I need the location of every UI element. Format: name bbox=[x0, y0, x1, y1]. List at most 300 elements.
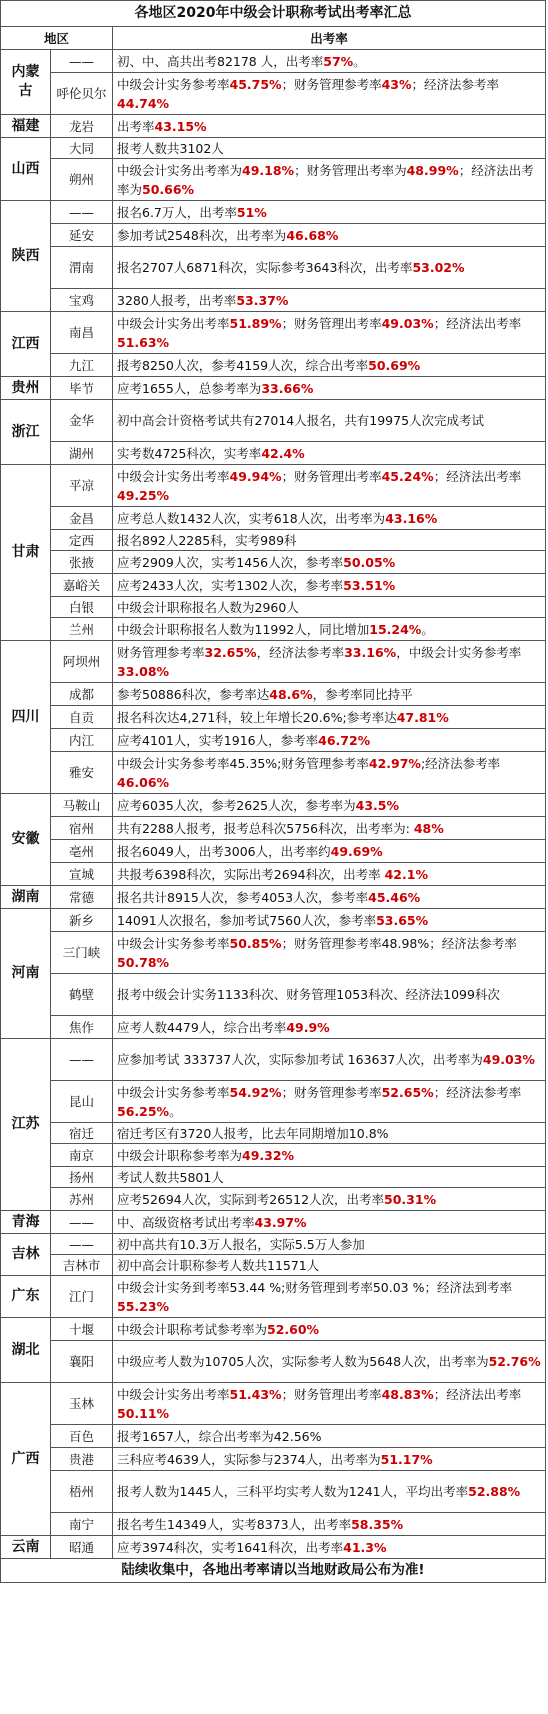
rate-info-cell bbox=[113, 507, 546, 530]
table-row bbox=[1, 932, 546, 974]
city-cell: 宣城 bbox=[51, 863, 113, 886]
rate-text: 参考50886科次，参考率达 bbox=[117, 686, 270, 702]
rate-text: 应考1655人，总参考率为 bbox=[117, 380, 262, 396]
table-row bbox=[1, 50, 546, 73]
province-cell: 陕西 bbox=[1, 201, 51, 312]
rate-text: 初、中、高共出考82178 人，出考率 bbox=[117, 53, 324, 69]
province-cell: 云南 bbox=[1, 1536, 51, 1559]
rate-text: 应考4101人，实考1916人，参考率 bbox=[117, 732, 319, 748]
table-row bbox=[1, 1188, 546, 1211]
city-cell: 延安 bbox=[51, 224, 113, 247]
table-row bbox=[1, 1341, 546, 1383]
table-row bbox=[1, 574, 546, 597]
rate-info-cell bbox=[113, 794, 546, 817]
rate-value-highlight: 49.03% bbox=[381, 315, 434, 331]
rate-value-highlight: 50.69% bbox=[368, 357, 421, 373]
city-cell: 金昌 bbox=[51, 507, 113, 530]
rate-info-cell bbox=[113, 817, 546, 840]
rate-text: ；经济法参考率 bbox=[433, 1084, 522, 1100]
rate-value-highlight: 48.99% bbox=[406, 162, 459, 178]
rate-text: ；财务管理出考率 bbox=[281, 468, 382, 484]
rate-info-cell bbox=[113, 752, 546, 794]
rate-text: ；经济法出考率 bbox=[433, 1386, 522, 1402]
city-cell: 新乡 bbox=[51, 909, 113, 932]
rate-value-highlight: 43% bbox=[381, 76, 412, 92]
rate-value-highlight: 58.35% bbox=[351, 1516, 404, 1532]
table-row bbox=[1, 1144, 546, 1167]
table-row bbox=[1, 1448, 546, 1471]
rate-info-cell bbox=[113, 932, 546, 974]
rate-info-cell bbox=[113, 618, 546, 641]
rate-text: 报名科次达4,271科，较上年增长20.6%;参考率达 bbox=[117, 709, 397, 725]
rate-info-cell bbox=[113, 641, 546, 683]
rate-value-highlight: 49.32% bbox=[242, 1147, 295, 1163]
rate-column-header: 出考率 bbox=[113, 27, 546, 50]
rate-text: 中级会计实务参考率 bbox=[117, 76, 230, 92]
rate-text: 实考数4725科次，实考率 bbox=[117, 445, 262, 461]
rate-info-cell bbox=[113, 1255, 546, 1276]
rate-info-cell bbox=[113, 138, 546, 159]
rate-info-cell bbox=[113, 73, 546, 115]
rate-text: 中级会计实务出考率 bbox=[117, 315, 230, 331]
table-row bbox=[1, 618, 546, 641]
rate-text: 中级会计实务出考率 bbox=[117, 468, 230, 484]
city-cell: 扬州 bbox=[51, 1167, 113, 1188]
rate-info-cell bbox=[113, 574, 546, 597]
rate-text: 应参加考试 333737人次，实际参加考试 163637人次，出考率为 bbox=[117, 1052, 483, 1067]
city-cell: 苏州 bbox=[51, 1188, 113, 1211]
table-row bbox=[1, 1318, 546, 1341]
rate-value-highlight: 57% bbox=[323, 53, 354, 69]
rate-text: 应考2433人次，实考1302人次，参考率 bbox=[117, 577, 344, 593]
province-cell: 吉林 bbox=[1, 1234, 51, 1276]
table-row bbox=[1, 1211, 546, 1234]
table-row bbox=[1, 115, 546, 138]
rate-value-highlight: 50.05% bbox=[343, 554, 396, 570]
rate-text: 参加考试2548科次，出考率为 bbox=[117, 227, 287, 243]
city-cell: 朔州 bbox=[51, 159, 113, 201]
rate-info-cell bbox=[113, 886, 546, 909]
rate-text: 中级会计实务到考率53.44 %;财务管理到考率50.03 %；经济法到考率 bbox=[117, 1279, 512, 1295]
rate-value-highlight: 50.85% bbox=[229, 935, 282, 951]
city-cell: 阿坝州 bbox=[51, 641, 113, 683]
rate-info-cell bbox=[113, 1276, 546, 1318]
header-row bbox=[1, 27, 546, 50]
city-cell: 梧州 bbox=[51, 1471, 113, 1513]
footer-note: 陆续收集中，各地出考率请以当地财政局公布为准! bbox=[1, 1559, 546, 1583]
rate-info-cell bbox=[113, 909, 546, 932]
city-cell: 南京 bbox=[51, 1144, 113, 1167]
city-cell: 亳州 bbox=[51, 840, 113, 863]
rate-text: 应考总人数1432人次，实考618人次，出考率为 bbox=[117, 510, 386, 526]
table-row bbox=[1, 974, 546, 1016]
rate-text: 中、高级资格考试出考率 bbox=[117, 1214, 255, 1230]
city-cell: 宿州 bbox=[51, 817, 113, 840]
city-cell: 焦作 bbox=[51, 1016, 113, 1039]
province-cell: 湖北 bbox=[1, 1318, 51, 1383]
rate-text: 中级应考人数为10705人次，实际参考人数为5648人次，出考率为 bbox=[117, 1354, 489, 1369]
table-row bbox=[1, 1383, 546, 1425]
city-cell: 湖州 bbox=[51, 442, 113, 465]
rate-value-highlight: 48.6% bbox=[269, 686, 313, 702]
city-cell: 雅安 bbox=[51, 752, 113, 794]
rate-text: 宿迁考区有3720人报考，比去年同期增加10.8% bbox=[117, 1125, 389, 1141]
rate-info-cell bbox=[113, 683, 546, 706]
rate-value-highlight: 49.94% bbox=[229, 468, 282, 484]
rate-info-cell bbox=[113, 115, 546, 138]
city-cell: 龙岩 bbox=[51, 115, 113, 138]
table-row bbox=[1, 159, 546, 201]
rate-value-highlight: 49.9% bbox=[286, 1019, 330, 1035]
city-cell: 贵港 bbox=[51, 1448, 113, 1471]
rate-info-cell bbox=[113, 1341, 546, 1383]
rate-info-cell bbox=[113, 863, 546, 886]
table-title: 各地区2020年中级会计职称考试出考率汇总 bbox=[1, 1, 546, 27]
rate-info-cell bbox=[113, 1144, 546, 1167]
table-row bbox=[1, 886, 546, 909]
rate-text: 初中高共有10.3万人报名，实际5.5万人参加 bbox=[117, 1236, 365, 1252]
rate-value-highlight: 32.65% bbox=[204, 644, 257, 660]
rate-text: 报名892人2285科，实考989科 bbox=[117, 532, 297, 548]
rate-value-highlight: 33.08% bbox=[117, 663, 170, 679]
rate-value-highlight: 52.65% bbox=[381, 1084, 434, 1100]
rate-value-highlight: 55.23% bbox=[117, 1298, 170, 1314]
rate-text: ；经济法出考率 bbox=[433, 315, 522, 331]
table-row bbox=[1, 442, 546, 465]
rate-info-cell bbox=[113, 1448, 546, 1471]
province-cell: 内蒙古 bbox=[1, 50, 51, 115]
rate-value-highlight: 49.25% bbox=[117, 487, 170, 503]
table-row bbox=[1, 1167, 546, 1188]
rate-value-highlight: 15.24% bbox=[369, 621, 422, 637]
province-cell: 贵州 bbox=[1, 377, 51, 400]
rate-text: 报考人数为1445人，三科平均实考人数为1241人，平均出考率 bbox=[117, 1484, 469, 1499]
rate-value-highlight: 52.88% bbox=[468, 1484, 521, 1499]
rate-info-cell bbox=[113, 201, 546, 224]
rate-text: 出考率 bbox=[117, 118, 155, 134]
table-row bbox=[1, 1471, 546, 1513]
city-cell: 白银 bbox=[51, 597, 113, 618]
rate-value-highlight: 43.15% bbox=[154, 118, 207, 134]
rate-info-cell bbox=[113, 159, 546, 201]
rate-text: 报名6.7万人，出考率 bbox=[117, 204, 237, 220]
rate-text: 中级会计职称参考率为 bbox=[117, 1147, 243, 1163]
rate-text: 报名2707人6871科次，实际参考3643科次，出考率 bbox=[117, 260, 413, 275]
table-row bbox=[1, 706, 546, 729]
rate-info-cell bbox=[113, 1081, 546, 1123]
rate-info-cell bbox=[113, 974, 546, 1016]
rate-value-highlight: 50.11% bbox=[117, 1405, 170, 1421]
rate-text: ；财务管理参考率 bbox=[281, 76, 382, 92]
rate-text: 应考52694人次，实际到考26512人次，出考率 bbox=[117, 1191, 385, 1207]
table-row bbox=[1, 794, 546, 817]
rate-text: ；经济法出考率 bbox=[433, 468, 522, 484]
city-cell: —— bbox=[51, 50, 113, 73]
city-cell: 十堰 bbox=[51, 1318, 113, 1341]
rate-info-cell bbox=[113, 465, 546, 507]
rate-info-cell bbox=[113, 442, 546, 465]
table-row bbox=[1, 1276, 546, 1318]
table-row bbox=[1, 551, 546, 574]
rate-value-highlight: 45.75% bbox=[229, 76, 282, 92]
rate-info-cell bbox=[113, 597, 546, 618]
city-cell: 三门峡 bbox=[51, 932, 113, 974]
table-row bbox=[1, 597, 546, 618]
table-row bbox=[1, 840, 546, 863]
rate-value-highlight: 33.66% bbox=[261, 380, 314, 396]
rate-info-cell bbox=[113, 1513, 546, 1536]
table-row bbox=[1, 1513, 546, 1536]
rate-value-highlight: 46.06% bbox=[117, 774, 170, 790]
rate-text: 中级会计实务参考率 bbox=[117, 1084, 230, 1100]
table-row bbox=[1, 354, 546, 377]
rate-info-cell bbox=[113, 247, 546, 289]
rate-text: 初中高会计资格考试共有27014人报名，共有19975人次完成考试 bbox=[117, 413, 485, 428]
city-cell: 渭南 bbox=[51, 247, 113, 289]
table-row bbox=[1, 1234, 546, 1255]
rate-info-cell bbox=[113, 1383, 546, 1425]
rate-text: ；财务管理出考率为 bbox=[294, 162, 407, 178]
table-row bbox=[1, 224, 546, 247]
rate-value-highlight: 51.63% bbox=[117, 334, 170, 350]
rate-info-cell bbox=[113, 1039, 546, 1081]
table-row bbox=[1, 507, 546, 530]
rate-text: ，经济法参考率 bbox=[256, 644, 345, 660]
rate-info-cell bbox=[113, 289, 546, 312]
rate-value-highlight: 46.68% bbox=[286, 227, 339, 243]
rate-text: 共有2288人报考，报考总科次5756科次，出考率为: bbox=[117, 820, 414, 836]
rate-text: ，中级会计实务参考率 bbox=[396, 644, 522, 660]
rate-text: ；财务管理参考率48.98%；经济法参考率 bbox=[281, 935, 517, 951]
rate-text: ；经济法出考率为 bbox=[117, 162, 534, 197]
province-cell: 甘肃 bbox=[1, 465, 51, 641]
rate-value-highlight: 42.4% bbox=[261, 445, 305, 461]
city-cell: 毕节 bbox=[51, 377, 113, 400]
table-row bbox=[1, 1039, 546, 1081]
rate-text: 初中高会计职称参考人数共11571人 bbox=[117, 1257, 320, 1273]
table-row bbox=[1, 377, 546, 400]
table-row bbox=[1, 201, 546, 224]
table-row bbox=[1, 1536, 546, 1559]
rate-text: 中级会计实务参考率 bbox=[117, 935, 230, 951]
rate-text: 应考3974科次，实考1641科次，出考率 bbox=[117, 1539, 344, 1555]
rate-text: 报考中级会计实务1133科次、财务管理1053科次、经济法1099科次 bbox=[117, 987, 500, 1002]
city-cell: 嘉峪关 bbox=[51, 574, 113, 597]
rate-value-highlight: 51.43% bbox=[229, 1386, 282, 1402]
rate-text: ；财务管理出考率 bbox=[281, 1386, 382, 1402]
province-cell: 青海 bbox=[1, 1211, 51, 1234]
city-cell: 九江 bbox=[51, 354, 113, 377]
rate-value-highlight: 54.92% bbox=[229, 1084, 282, 1100]
rate-text: 中级会计职称报名人数为11992人，同比增加 bbox=[117, 621, 370, 637]
table-row bbox=[1, 863, 546, 886]
rate-value-highlight: 33.16% bbox=[344, 644, 397, 660]
province-cell: 江苏 bbox=[1, 1039, 51, 1211]
rate-text: ；财务管理出考率 bbox=[281, 315, 382, 331]
rate-value-highlight: 56.25% bbox=[117, 1103, 170, 1119]
table-row bbox=[1, 289, 546, 312]
city-cell: 昭通 bbox=[51, 1536, 113, 1559]
table-row bbox=[1, 465, 546, 507]
rate-value-highlight: 49.69% bbox=[330, 843, 383, 859]
rate-info-cell bbox=[113, 312, 546, 354]
table-row bbox=[1, 1425, 546, 1448]
city-cell: 玉林 bbox=[51, 1383, 113, 1425]
city-cell: 吉林市 bbox=[51, 1255, 113, 1276]
rate-info-cell bbox=[113, 50, 546, 73]
table-row bbox=[1, 73, 546, 115]
city-cell: 大同 bbox=[51, 138, 113, 159]
rate-info-cell bbox=[113, 224, 546, 247]
rate-info-cell bbox=[113, 1211, 546, 1234]
rate-value-highlight: 43.97% bbox=[254, 1214, 307, 1230]
rate-text: 应考2909人次，实考1456人次，参考率 bbox=[117, 554, 344, 570]
rate-value-highlight: 46.72% bbox=[318, 732, 371, 748]
rate-text: ;经济法参考率 bbox=[420, 755, 501, 771]
rate-value-highlight: 45.24% bbox=[381, 468, 434, 484]
province-cell: 山西 bbox=[1, 138, 51, 201]
rate-info-cell bbox=[113, 1234, 546, 1255]
table-row bbox=[1, 530, 546, 551]
rate-value-highlight: 52.76% bbox=[488, 1354, 541, 1369]
table-row bbox=[1, 729, 546, 752]
province-cell: 江西 bbox=[1, 312, 51, 377]
table-row bbox=[1, 752, 546, 794]
rate-value-highlight: 53.02% bbox=[412, 260, 465, 275]
table-row bbox=[1, 683, 546, 706]
rate-value-highlight: 50.66% bbox=[142, 181, 195, 197]
city-cell: 宝鸡 bbox=[51, 289, 113, 312]
rate-text: 报考人数共3102人 bbox=[117, 140, 224, 156]
rate-info-cell bbox=[113, 354, 546, 377]
city-cell: 南昌 bbox=[51, 312, 113, 354]
rate-info-cell bbox=[113, 840, 546, 863]
rate-value-highlight: 48.83% bbox=[381, 1386, 434, 1402]
city-cell: 定西 bbox=[51, 530, 113, 551]
rate-text: 报名考生14349人，实考8373人，出考率 bbox=[117, 1516, 352, 1532]
rate-text: 报考8250人次，参考4159人次，综合出考率 bbox=[117, 357, 369, 373]
rate-info-cell bbox=[113, 1123, 546, 1144]
rate-info-cell bbox=[113, 377, 546, 400]
rate-value-highlight: 43.16% bbox=[385, 510, 438, 526]
rate-info-cell bbox=[113, 1188, 546, 1211]
province-cell: 湖南 bbox=[1, 886, 51, 909]
rate-value-highlight: 53.51% bbox=[343, 577, 396, 593]
rate-info-cell bbox=[113, 1471, 546, 1513]
rate-text: 。 bbox=[421, 621, 434, 637]
rate-info-cell bbox=[113, 1536, 546, 1559]
table-row bbox=[1, 138, 546, 159]
rate-value-highlight: 49.03% bbox=[482, 1052, 535, 1067]
rate-value-highlight: 51% bbox=[236, 204, 267, 220]
rate-info-cell bbox=[113, 729, 546, 752]
city-cell: 鹤壁 bbox=[51, 974, 113, 1016]
city-cell: 平凉 bbox=[51, 465, 113, 507]
city-cell: 呼伦贝尔 bbox=[51, 73, 113, 115]
city-cell: 常德 bbox=[51, 886, 113, 909]
rate-text: 中级会计实务出考率为 bbox=[117, 162, 243, 178]
province-cell: 四川 bbox=[1, 641, 51, 794]
rate-value-highlight: 45.46% bbox=[368, 889, 421, 905]
city-cell: 兰州 bbox=[51, 618, 113, 641]
table-body bbox=[1, 50, 546, 1559]
city-cell: 南宁 bbox=[51, 1513, 113, 1536]
rate-text: 财务管理参考率 bbox=[117, 644, 205, 660]
table-row bbox=[1, 1255, 546, 1276]
rate-text: 中级会计职称报名人数为2960人 bbox=[117, 599, 299, 615]
province-cell: 安徽 bbox=[1, 794, 51, 886]
city-cell: 内江 bbox=[51, 729, 113, 752]
city-cell: 宿迁 bbox=[51, 1123, 113, 1144]
table-row bbox=[1, 1123, 546, 1144]
table-row bbox=[1, 1081, 546, 1123]
table-row bbox=[1, 909, 546, 932]
rate-info-cell bbox=[113, 1425, 546, 1448]
footer-row bbox=[1, 1559, 546, 1583]
rate-text: 。 bbox=[169, 1103, 182, 1119]
rate-text: 共报考6398科次，实际出考2694科次，出考率 bbox=[117, 866, 385, 882]
rate-info-cell bbox=[113, 1318, 546, 1341]
region-column-header: 地区 bbox=[1, 27, 113, 50]
rate-text: 考试人数共5801人 bbox=[117, 1169, 224, 1185]
rate-text: 应考6035人次，参考2625人次，参考率为 bbox=[117, 797, 356, 813]
rate-value-highlight: 51.89% bbox=[229, 315, 282, 331]
province-cell: 广西 bbox=[1, 1383, 51, 1536]
rate-value-highlight: 52.60% bbox=[267, 1321, 320, 1337]
rate-value-highlight: 42.97% bbox=[368, 755, 421, 771]
rate-value-highlight: 42.1% bbox=[384, 866, 428, 882]
city-cell: 襄阳 bbox=[51, 1341, 113, 1383]
rate-info-cell bbox=[113, 1167, 546, 1188]
city-cell: 成都 bbox=[51, 683, 113, 706]
rate-text: 14091人次报名，参加考试7560人次，参考率 bbox=[117, 912, 377, 928]
rate-text: 。 bbox=[353, 53, 366, 69]
table-row bbox=[1, 312, 546, 354]
rate-value-highlight: 51.17% bbox=[380, 1451, 433, 1467]
rate-info-cell bbox=[113, 551, 546, 574]
rate-text: 中级会计实务参考率45.35%;财务管理参考率 bbox=[117, 755, 369, 771]
rate-value-highlight: 50.31% bbox=[384, 1191, 437, 1207]
rate-value-highlight: 48% bbox=[413, 820, 444, 836]
rate-value-highlight: 50.78% bbox=[117, 954, 170, 970]
province-cell: 浙江 bbox=[1, 400, 51, 465]
rate-value-highlight: 53.37% bbox=[236, 292, 289, 308]
city-cell: 百色 bbox=[51, 1425, 113, 1448]
city-cell: —— bbox=[51, 201, 113, 224]
rate-text: 报考1657人，综合出考率为42.56% bbox=[117, 1428, 322, 1444]
rate-text: 报名6049人，出考3006人，出考率约 bbox=[117, 843, 331, 859]
rate-info-cell bbox=[113, 530, 546, 551]
rate-value-highlight: 47.81% bbox=[396, 709, 449, 725]
rate-info-cell bbox=[113, 1016, 546, 1039]
rate-text: 三科应考4639人，实际参与2374人，出考率为 bbox=[117, 1451, 381, 1467]
city-cell: 自贡 bbox=[51, 706, 113, 729]
city-cell: —— bbox=[51, 1039, 113, 1081]
table-row bbox=[1, 1016, 546, 1039]
city-cell: 马鞍山 bbox=[51, 794, 113, 817]
city-cell: 江门 bbox=[51, 1276, 113, 1318]
table-row bbox=[1, 817, 546, 840]
city-cell: 金华 bbox=[51, 400, 113, 442]
rate-info-cell bbox=[113, 706, 546, 729]
rate-text: 中级会计职称考试参考率为 bbox=[117, 1321, 268, 1337]
city-cell: —— bbox=[51, 1211, 113, 1234]
rate-text: ，参考率同比持平 bbox=[312, 686, 413, 702]
rate-value-highlight: 49.18% bbox=[242, 162, 295, 178]
title-row bbox=[1, 1, 546, 27]
city-cell: 张掖 bbox=[51, 551, 113, 574]
city-cell: 昆山 bbox=[51, 1081, 113, 1123]
